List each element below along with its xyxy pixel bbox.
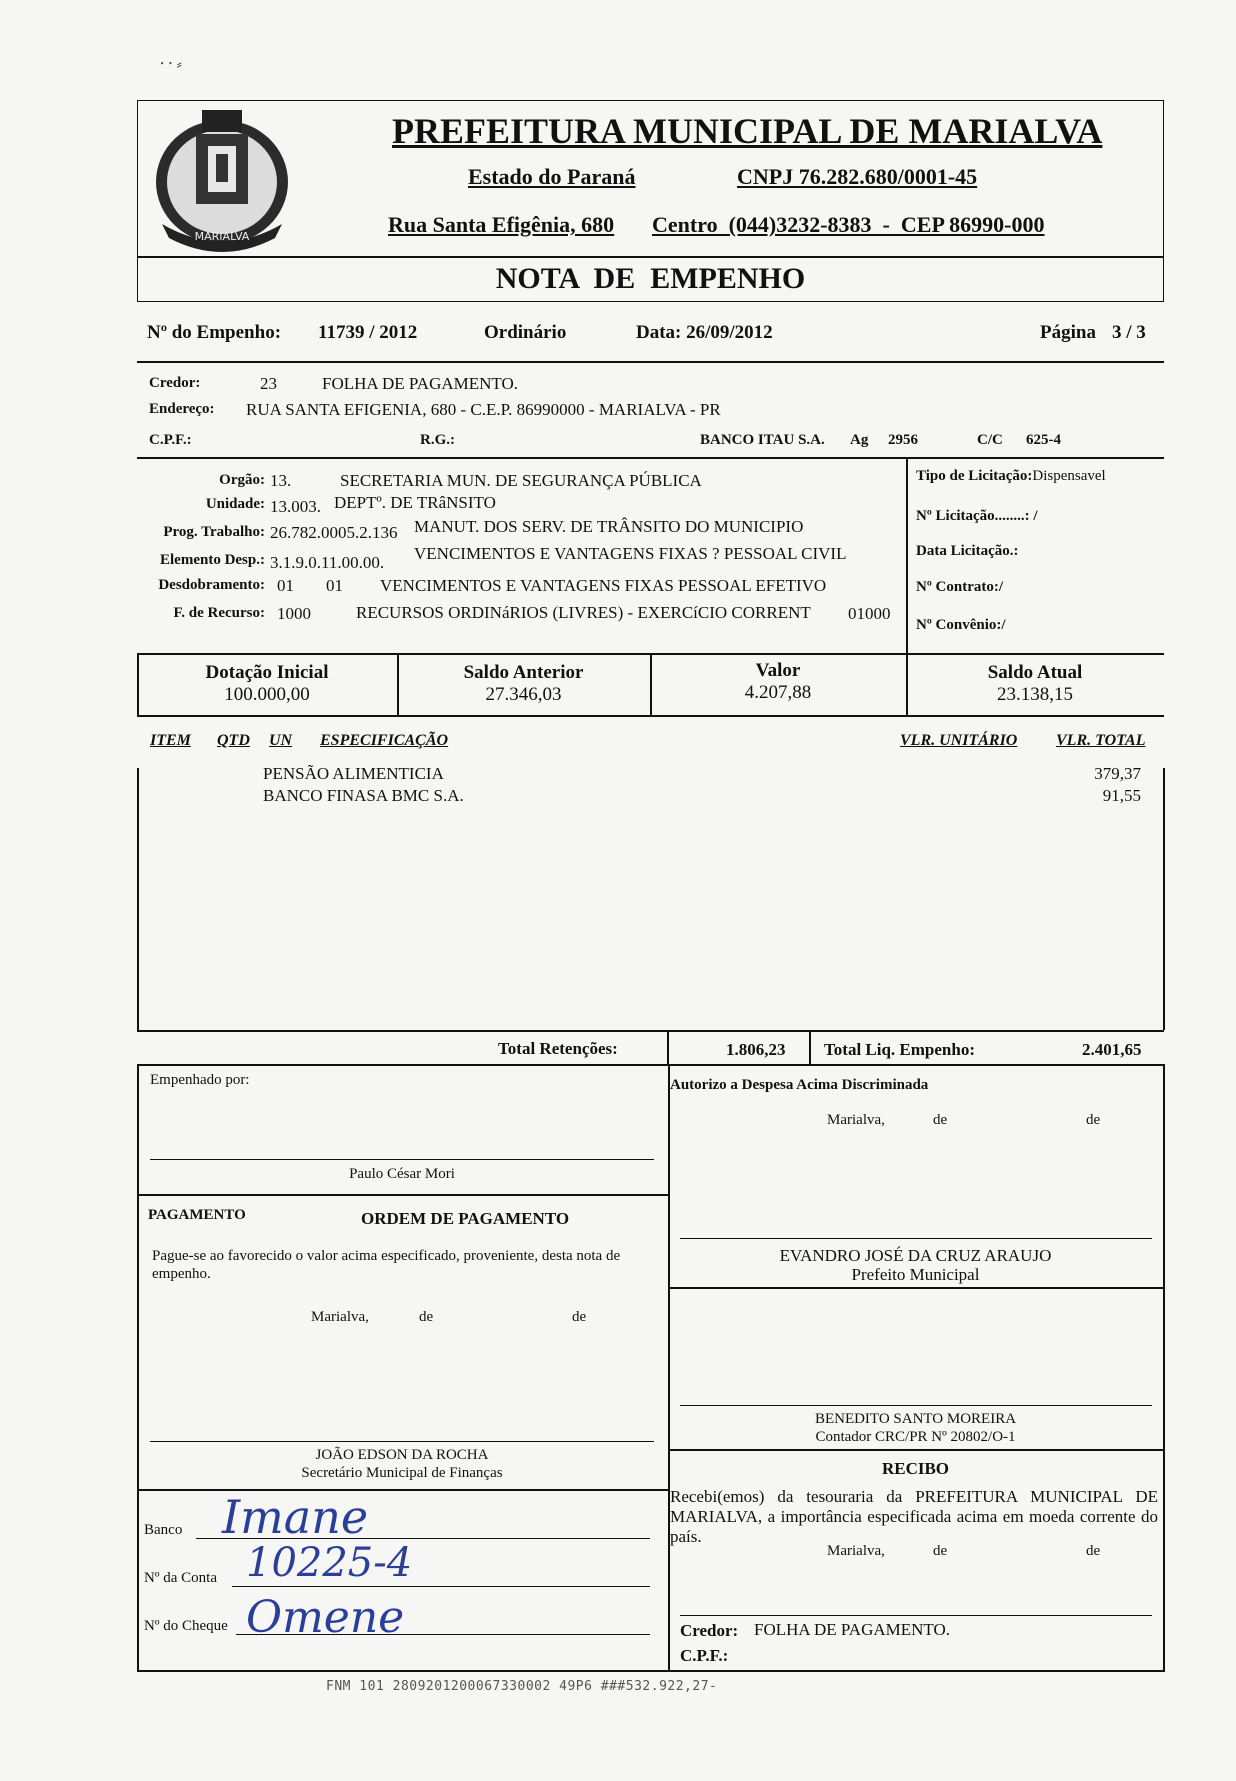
saldo-label: Saldo Anterior <box>463 662 584 683</box>
prefeito-name: EVANDRO JOSÉ DA CRUZ ARAUJO <box>779 1246 1052 1265</box>
recibo-de1: de <box>933 1543 948 1559</box>
pagamento-de1: de <box>419 1309 434 1325</box>
col-especificacao: ESPECIFICAÇÃO <box>320 732 449 749</box>
footer-credor-name: FOLHA DE PAGAMENTO. <box>754 1620 950 1639</box>
account-label: C/C <box>977 432 1003 448</box>
item-total: 379,37 <box>1094 764 1141 783</box>
total-liquido: 2.401,65 <box>1082 1040 1142 1059</box>
empenhado-label: Empenhado por: <box>150 1072 250 1088</box>
footer-code: FNM 101 2809201200067330002 49P6 ###532.922,27- <box>326 1679 718 1694</box>
ordem-pagamento-label: ORDEM DE PAGAMENTO <box>361 1209 570 1228</box>
prog-name: MANUT. DOS SERV. DE TRÂNSITO DO MUNICIPIO <box>414 517 804 536</box>
top-marks: ⸱ ⸱ ⸗ <box>160 56 182 73</box>
credor-name: FOLHA DE PAGAMENTO. <box>322 374 518 393</box>
desdobramento-b: 01 <box>326 576 343 595</box>
prefeito-role: Prefeito Municipal <box>851 1265 980 1284</box>
licitacao-number-label: Nº Licitação........: / <box>916 508 1038 524</box>
rg-label: R.G.: <box>420 432 455 448</box>
coat-of-arms-logo <box>150 104 295 254</box>
saldo-anterior <box>397 662 650 706</box>
empenho-date: Data: 26/09/2012 <box>636 322 773 343</box>
pagamento-de2: de <box>572 1309 587 1325</box>
total-retencoes: 1.806,23 <box>726 1040 786 1059</box>
item-desc: PENSÃO ALIMENTICIA <box>263 764 444 783</box>
autorizo-title: Autorizo a Despesa Acima Discriminada <box>670 1077 929 1093</box>
empenho-number-label: Nº do Empenho: <box>147 322 282 343</box>
total-liquido-label: Total Liq. Empenho: <box>824 1040 975 1059</box>
recurso-code: 1000 <box>277 604 311 623</box>
credor-address: RUA SANTA EFIGENIA, 680 - C.E.P. 86990000 - MARIALVA - PR <box>246 400 721 419</box>
licitacao-date-label: Data Licitação.: <box>916 543 1019 559</box>
pagamento-text: Pague-se ao favorecido o valor acima especificado, proveniente, desta nota de empenho. <box>152 1248 621 1282</box>
orgao-code: 13. <box>270 471 292 490</box>
desdobramento-name: VENCIMENTOS E VANTAGENS FIXAS PESSOAL EFETIVO <box>380 576 827 595</box>
footer-cpf-label: C.P.F.: <box>680 1646 729 1665</box>
credor-label: Credor: <box>149 375 201 391</box>
pagamento-city: Marialva, <box>311 1309 369 1325</box>
secretario-role: Secretário Municipal de Finanças <box>301 1465 503 1481</box>
saldo-value: 100.000,00 <box>224 684 310 705</box>
credor-code: 23 <box>260 374 277 393</box>
total-retencoes-label: Total Retenções: <box>498 1039 618 1058</box>
cheque-label: Nº do Cheque <box>144 1618 228 1634</box>
secretario-block <box>150 1446 654 1482</box>
endereco-label: Endereço: <box>149 401 215 417</box>
prog-label: Prog. Trabalho: <box>163 524 265 540</box>
contador-block <box>668 1410 1163 1446</box>
footer-credor-label: Credor: <box>680 1621 739 1640</box>
empenho-number: 11739 / 2012 <box>318 322 418 343</box>
unidade-name: DEPTº. DE TRâNSITO <box>334 493 496 512</box>
empenho-type: Ordinário <box>484 322 567 343</box>
saldo-value: 4.207,88 <box>744 682 812 703</box>
col-vlr-total: VLR. TOTAL <box>1056 732 1146 749</box>
autorizo-city: Marialva, <box>827 1112 885 1128</box>
item-total: 91,55 <box>1102 786 1141 805</box>
recurso-number: 01000 <box>848 604 891 623</box>
saldo-dotacao <box>137 662 397 706</box>
unidade-code: 13.003. <box>270 497 321 516</box>
document-title: NOTA DE EMPENHO <box>495 262 806 295</box>
col-un: UN <box>269 732 293 749</box>
cpf-label: C.P.F.: <box>149 432 192 448</box>
elemento-name: VENCIMENTOS E VANTAGENS FIXAS ? PESSOAL CIVIL <box>414 544 847 563</box>
cheque-handwriting: Omene <box>246 1592 405 1643</box>
banco-label: Banco <box>144 1522 183 1538</box>
autorizo-de2: de <box>1086 1112 1101 1128</box>
bank-name: BANCO ITAU S.A. <box>700 432 825 448</box>
licitacao-type-label: Tipo de Licitação:Dispensavel <box>916 468 1106 484</box>
prefeito-block <box>668 1246 1163 1284</box>
recibo-text: Recebi(emos) da tesouraria da PREFEITURA MUNICIPAL DE MARIALVA, a importância especificada acima em moeda corrente do país. <box>670 1487 1158 1546</box>
recibo-title: RECIBO <box>881 1459 950 1478</box>
item-desc: BANCO FINASA BMC S.A. <box>263 786 464 805</box>
contador-name: BENEDITO SANTO MOREIRA <box>814 1411 1017 1427</box>
saldo-label: Saldo Atual <box>987 662 1083 683</box>
orgao-label: Orgão: <box>219 472 265 488</box>
contador-role: Contador CRC/PR Nº 20802/O-1 <box>815 1429 1016 1445</box>
recibo-city: Marialva, <box>827 1543 885 1559</box>
page-number: 3 / 3 <box>1112 322 1146 343</box>
saldo-label: Dotação Inicial <box>205 662 329 683</box>
elemento-label: Elemento Desp.: <box>160 552 265 568</box>
contrato-label: Nº Contrato:/ <box>916 579 1004 595</box>
empenhado-name: Paulo César Mori <box>349 1166 455 1182</box>
recibo-de2: de <box>1086 1543 1101 1559</box>
col-item: ITEM <box>150 732 191 749</box>
saldo-valor <box>650 660 906 704</box>
saldo-atual <box>906 662 1164 706</box>
conta-handwriting: 10225-4 <box>246 1540 413 1586</box>
page-label: Página <box>1040 322 1096 343</box>
licitacao-type: Dispensavel <box>1032 468 1106 484</box>
pagamento-label: PAGAMENTO <box>148 1207 246 1223</box>
recurso-label: F. de Recurso: <box>173 605 265 621</box>
secretario-name: JOÃO EDSON DA ROCHA <box>315 1447 489 1463</box>
agency-label: Ag <box>850 432 869 448</box>
state-label: Estado do Paraná <box>468 164 636 189</box>
convenio-label: Nº Convênio:/ <box>916 617 1006 633</box>
saldo-value: 27.346,03 <box>485 684 562 705</box>
col-vlr-unitario: VLR. UNITÁRIO <box>900 732 1018 749</box>
agency-number: 2956 <box>888 432 918 448</box>
account-number: 625-4 <box>1026 432 1061 448</box>
svg-text:MARIALVA: MARIALVA <box>194 230 250 243</box>
prog-code: 26.782.0005.2.136 <box>270 523 398 542</box>
cnpj: CNPJ 76.282.680/0001-45 <box>737 164 978 189</box>
elemento-code: 3.1.9.0.11.00.00. <box>270 553 385 572</box>
district-phone-cep: Centro (044)3232-8383 - CEP 86990-000 <box>652 212 1045 237</box>
desdobramento-label: Desdobramento: <box>158 577 265 593</box>
unidade-label: Unidade: <box>205 496 265 512</box>
orgao-name: SECRETARIA MUN. DE SEGURANÇA PÚBLICA <box>340 471 702 490</box>
desdobramento-a: 01 <box>277 576 294 595</box>
saldo-label: Valor <box>755 660 801 681</box>
recurso-name: RECURSOS ORDINáRIOS (LIVRES) - EXERCíCIO CORRENT <box>356 603 811 622</box>
street-address: Rua Santa Efigênia, 680 <box>388 212 615 237</box>
saldo-value: 23.138,15 <box>997 684 1073 705</box>
city-hall-title: PREFEITURA MUNICIPAL DE MARIALVA <box>392 111 1103 151</box>
conta-label: Nº da Conta <box>144 1570 217 1586</box>
banco-handwriting: Imane <box>222 1490 369 1544</box>
col-qtd: QTD <box>217 732 250 749</box>
autorizo-de1: de <box>933 1112 948 1128</box>
